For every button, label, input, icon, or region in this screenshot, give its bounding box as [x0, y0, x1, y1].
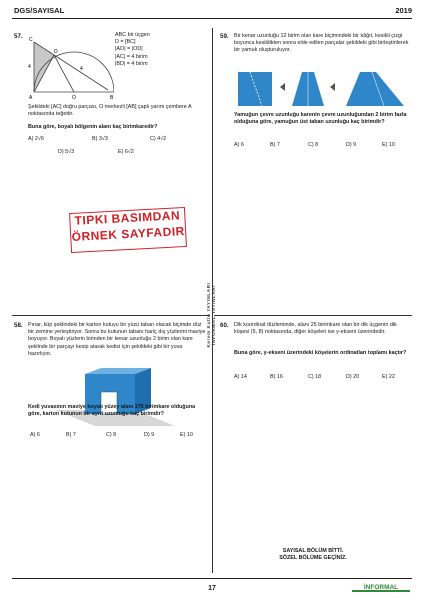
- label-a: A: [29, 95, 33, 100]
- question-number: 59.: [220, 33, 229, 40]
- label-side-ac: 4: [28, 64, 31, 70]
- publisher-logo: [352, 580, 410, 592]
- option-a[interactable]: A) 6: [234, 142, 244, 148]
- option-e[interactable]: E) 10: [382, 142, 395, 148]
- option-a[interactable]: A) 2√6: [28, 136, 44, 142]
- question-text: Dik koordinat düzleminde, alanı 25 birimkare olan bir dik üçgenin dik köşesi (5, 8) noktasında, diğer köşeleri ise y-ekseni üzerindedir.: [234, 322, 397, 336]
- footer-rule: [12, 578, 412, 579]
- option-b[interactable]: B) 16: [270, 374, 283, 380]
- publisher-sidebar: [206, 270, 218, 390]
- option-c[interactable]: C) 18: [308, 374, 322, 380]
- givens: [115, 32, 150, 68]
- label-side-bd: 4: [80, 66, 83, 72]
- arrow-1: [280, 83, 285, 91]
- option-c[interactable]: C) 8: [106, 432, 117, 438]
- question-prompt: Yamuğun çevre uzunluğu karenin çevre uzunluğundan 2 birim fazla olduğuna göre, yamuğun üst taban uzunluğu kaç birimdir?: [234, 112, 407, 126]
- section-finished: SAYISAL BÖLÜM BİTTİ.: [282, 548, 344, 554]
- label-b: B: [110, 95, 114, 100]
- option-d[interactable]: D) 20: [346, 374, 360, 380]
- label-d: D: [54, 49, 58, 55]
- page-header: [0, 0, 424, 20]
- option-b[interactable]: B) 7: [270, 142, 280, 148]
- exam-title: DGS/SAYISAL: [14, 6, 65, 15]
- shaded-region: [34, 42, 54, 92]
- question-prompt: Buna göre, y-ekseni üzerindeki köşelerin ordinatları toplamı kaçtır?: [234, 350, 407, 356]
- question-prompt: Buna göre, boyalı bölgenin alanı kaç birimkaredir?: [28, 124, 158, 130]
- given-line: |AC| = 4 birim: [115, 53, 148, 60]
- logo-graphic: [352, 581, 410, 593]
- option-a[interactable]: A) 14: [234, 374, 247, 380]
- given-line: |BD| = 4 birim: [115, 60, 148, 67]
- option-b[interactable]: B) 3√3: [92, 136, 108, 142]
- page-number: 17: [208, 585, 216, 592]
- option-e[interactable]: E) 10: [180, 432, 193, 438]
- option-a[interactable]: A) 6: [30, 432, 40, 438]
- section-end-note: [214, 548, 412, 562]
- stamp-line-2: ÖRNEK SAYFADIR: [71, 224, 186, 244]
- question-number: 57.: [14, 33, 23, 40]
- header-rule: [12, 18, 412, 19]
- option-d[interactable]: D) 9: [346, 142, 357, 148]
- option-d[interactable]: D) 5√3: [58, 149, 75, 155]
- question-number: 60.: [220, 322, 229, 329]
- right-separator: [214, 315, 412, 316]
- label-c: C: [29, 37, 33, 43]
- logo-text: İNFORMAL: [363, 584, 399, 591]
- trapezoid-2: [346, 72, 404, 106]
- given-line: ABC bir üçgen: [115, 32, 150, 38]
- option-e[interactable]: E) 22: [382, 374, 395, 380]
- option-c[interactable]: C) 8: [308, 142, 319, 148]
- segment-od: [54, 55, 74, 92]
- question-prompt: Kedi yuvasının maviye boyalı yüzey alanı 176 birimkare olduğuna göre, karton kutunun bir ayrıt uzunluğu kaç birimdir?: [28, 404, 196, 418]
- question-description: Şekildeki [AC] doğru parçası, O merkezli [AB] çaplı yarım çembere A noktasında teğettir.: [28, 104, 192, 118]
- option-e[interactable]: E) 6√2: [118, 149, 134, 155]
- sample-page-stamp: [69, 207, 187, 253]
- given-line: D = [BC]: [115, 39, 136, 46]
- publisher-side-text: Kerem Kutlu YAYINLARI İNFORMAL YAYINLARI: [206, 282, 216, 348]
- next-section: SÖZEL BÖLÜME GEÇİNİZ.: [279, 555, 347, 562]
- given-line: |AO| = |OD|: [115, 46, 143, 53]
- square-trapezoid-figure: [236, 70, 408, 110]
- cat-box-figure: [55, 368, 175, 428]
- option-c[interactable]: C) 4√2: [150, 136, 167, 142]
- stamp-line-1: TIPKI BASIMDAN: [74, 208, 181, 228]
- option-d[interactable]: D) 9: [144, 432, 155, 438]
- question-text: Pınar, küp şeklindeki bir karton kutuyu bir yüzü taban olacak biçimde düz bir zemine yerleştiriyor. Sonra bu kutunun tabanı hariç dış yüzlerini maviye boyuyor. Boyalı yüzlerin birinden bir kenar uzunluğu 2 birim olan kare şeklinde bir parçayı kesip atarak kedisi için şekildeki gibi bir yuva hazırlıyor.: [28, 322, 206, 357]
- square-paper: [238, 72, 272, 106]
- stamp-border: [69, 207, 187, 253]
- question-number: 58.: [14, 322, 23, 329]
- question-text: Bir kenar uzunluğu 12 birim olan kare biçimindeki bir kâğıt, kesikli çizgi boyunca kesildikten sonra elde edilen parçalar şekildeki gibi birleştirilerek bir yamuk oluşturuluyor.: [234, 33, 409, 54]
- semicircle-figure: [24, 30, 114, 100]
- left-separator: [12, 315, 210, 316]
- option-b[interactable]: B) 7: [66, 432, 76, 438]
- arrow-2: [330, 83, 335, 91]
- exam-year: 2019: [395, 6, 412, 15]
- label-o: O: [72, 95, 76, 100]
